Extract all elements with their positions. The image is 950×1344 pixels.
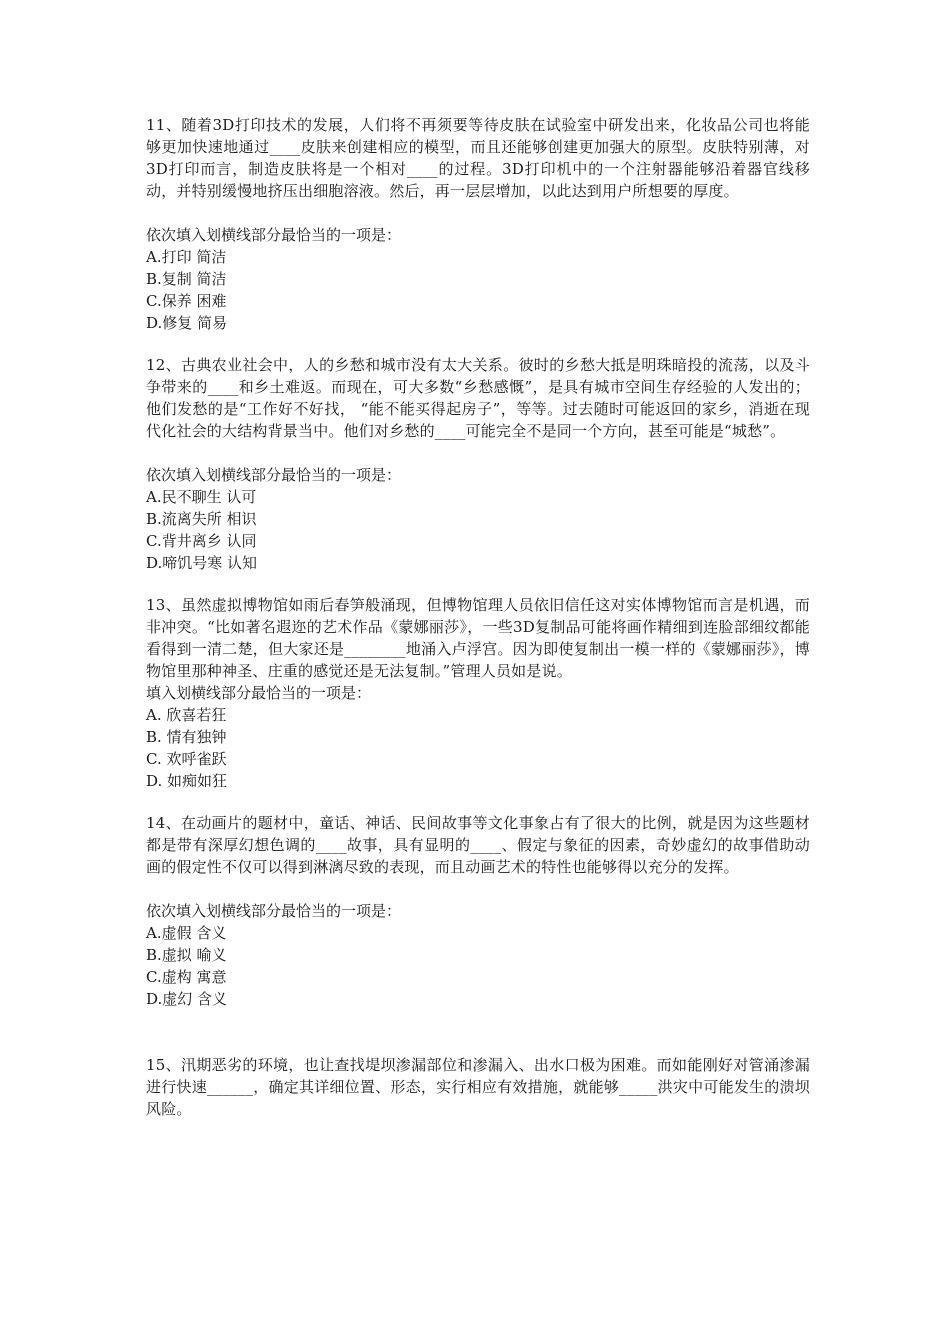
question-14 bbox=[146, 812, 810, 1010]
question-prompt: 依次填入划横线部分最恰当的一项是： bbox=[146, 466, 402, 484]
option-list bbox=[146, 704, 810, 792]
option-list bbox=[146, 246, 810, 334]
question-prompt: 依次填入划横线部分最恰当的一项是： bbox=[146, 902, 402, 920]
question-prompt: 依次填入划横线部分最恰当的一项是： bbox=[146, 226, 402, 244]
question-text: 13、虽然虚拟博物馆如雨后春笋般涌现，但博物馆理人员依旧信任这对实体博物馆而言是机遇，而非冲突。“比如著名遐迩的艺术作品《蒙娜丽莎》，一些3D复制品可能将画作精细到连脸部细纹都能看得到一清二楚，但大家还是________地涌入卢浮宫。因为即使复制出一模一样的《蒙娜丽莎》，博物馆里那种神圣、庄重的感觉还是无法复制。”管理人员如是说。 bbox=[146, 596, 810, 680]
option-c: C.虚构 寓意 bbox=[146, 968, 227, 986]
question-12 bbox=[146, 354, 810, 574]
option-list bbox=[146, 922, 810, 1010]
option-a: A.打印 简洁 bbox=[146, 248, 227, 266]
option-a: A.民不聊生 认可 bbox=[146, 488, 257, 506]
option-c: C.背井离乡 认同 bbox=[146, 532, 257, 550]
option-a: A.虚假 含义 bbox=[146, 924, 227, 942]
option-c: C. 欢呼雀跃 bbox=[146, 750, 227, 768]
question-prompt: 填入划横线部分最恰当的一项是： bbox=[146, 684, 372, 702]
option-c: C.保养 困难 bbox=[146, 292, 227, 310]
option-d: D.修复 简易 bbox=[146, 314, 228, 332]
option-a: A. 欣喜若狂 bbox=[146, 706, 227, 724]
question-text: 14、在动画片的题材中，童话、神话、民间故事等文化事象占有了很大的比例，就是因为这些题材都是带有深厚幻想色调的____故事，具有显明的____、假定与象征的因素，奇妙虚幻的故事借助动画的假定性不仅可以得到淋漓尽致的表现，而且动画艺术的特性也能够得以充分的发挥。 bbox=[146, 814, 810, 876]
question-15 bbox=[146, 1054, 810, 1120]
question-text: 11、随着3D打印技术的发展，人们将不再须要等待皮肤在试验室中研发出来，化妆品公司也将能够更加快速地通过____皮肤来创建相应的模型，而且还能够创建更加强大的原型。皮肤特别薄，对3D打印而言，制造皮肤将是一个相对____的过程。3D打印机中的一个注射器能够沿着器官线移动，并特别缓慢地挤压出细胞溶液。然后，再一层层增加，以此达到用户所想要的厚度。 bbox=[146, 116, 810, 200]
option-list bbox=[146, 486, 810, 574]
question-13 bbox=[146, 594, 810, 792]
option-b: B.虚拟 喻义 bbox=[146, 946, 227, 964]
option-b: B. 情有独钟 bbox=[146, 728, 227, 746]
option-b: B.流离失所 相识 bbox=[146, 510, 257, 528]
option-d: D.啼饥号寒 认知 bbox=[146, 554, 258, 572]
document-page bbox=[146, 114, 810, 1120]
question-11 bbox=[146, 114, 810, 334]
option-d: D. 如痴如狂 bbox=[146, 772, 228, 790]
option-d: D.虚幻 含义 bbox=[146, 990, 228, 1008]
question-text: 15、汛期恶劣的环境，也让查找堤坝渗漏部位和渗漏入、出水口极为困难。而如能刚好对管涌渗漏进行快速______，确定其详细位置、形态，实行相应有效措施，就能够_____洪灾中可能发生的溃坝风险。 bbox=[146, 1056, 810, 1118]
question-text: 12、古典农业社会中，人的乡愁和城市没有太大关系。彼时的乡愁大抵是明珠暗投的流荡，以及斗争带来的____和乡土难返。而现在，可大多数“乡愁感慨”，是具有城市空间生存经验的人发出的；他们发愁的是“工作好不好找， “能不能买得起房子”，等等。过去随时可能返回的家乡，消逝在现代化社会的大结构背景当中。他们对乡愁的____可能完全不是同一个方向，甚至可能是“城愁”。 bbox=[146, 356, 810, 440]
option-b: B.复制 简洁 bbox=[146, 270, 227, 288]
